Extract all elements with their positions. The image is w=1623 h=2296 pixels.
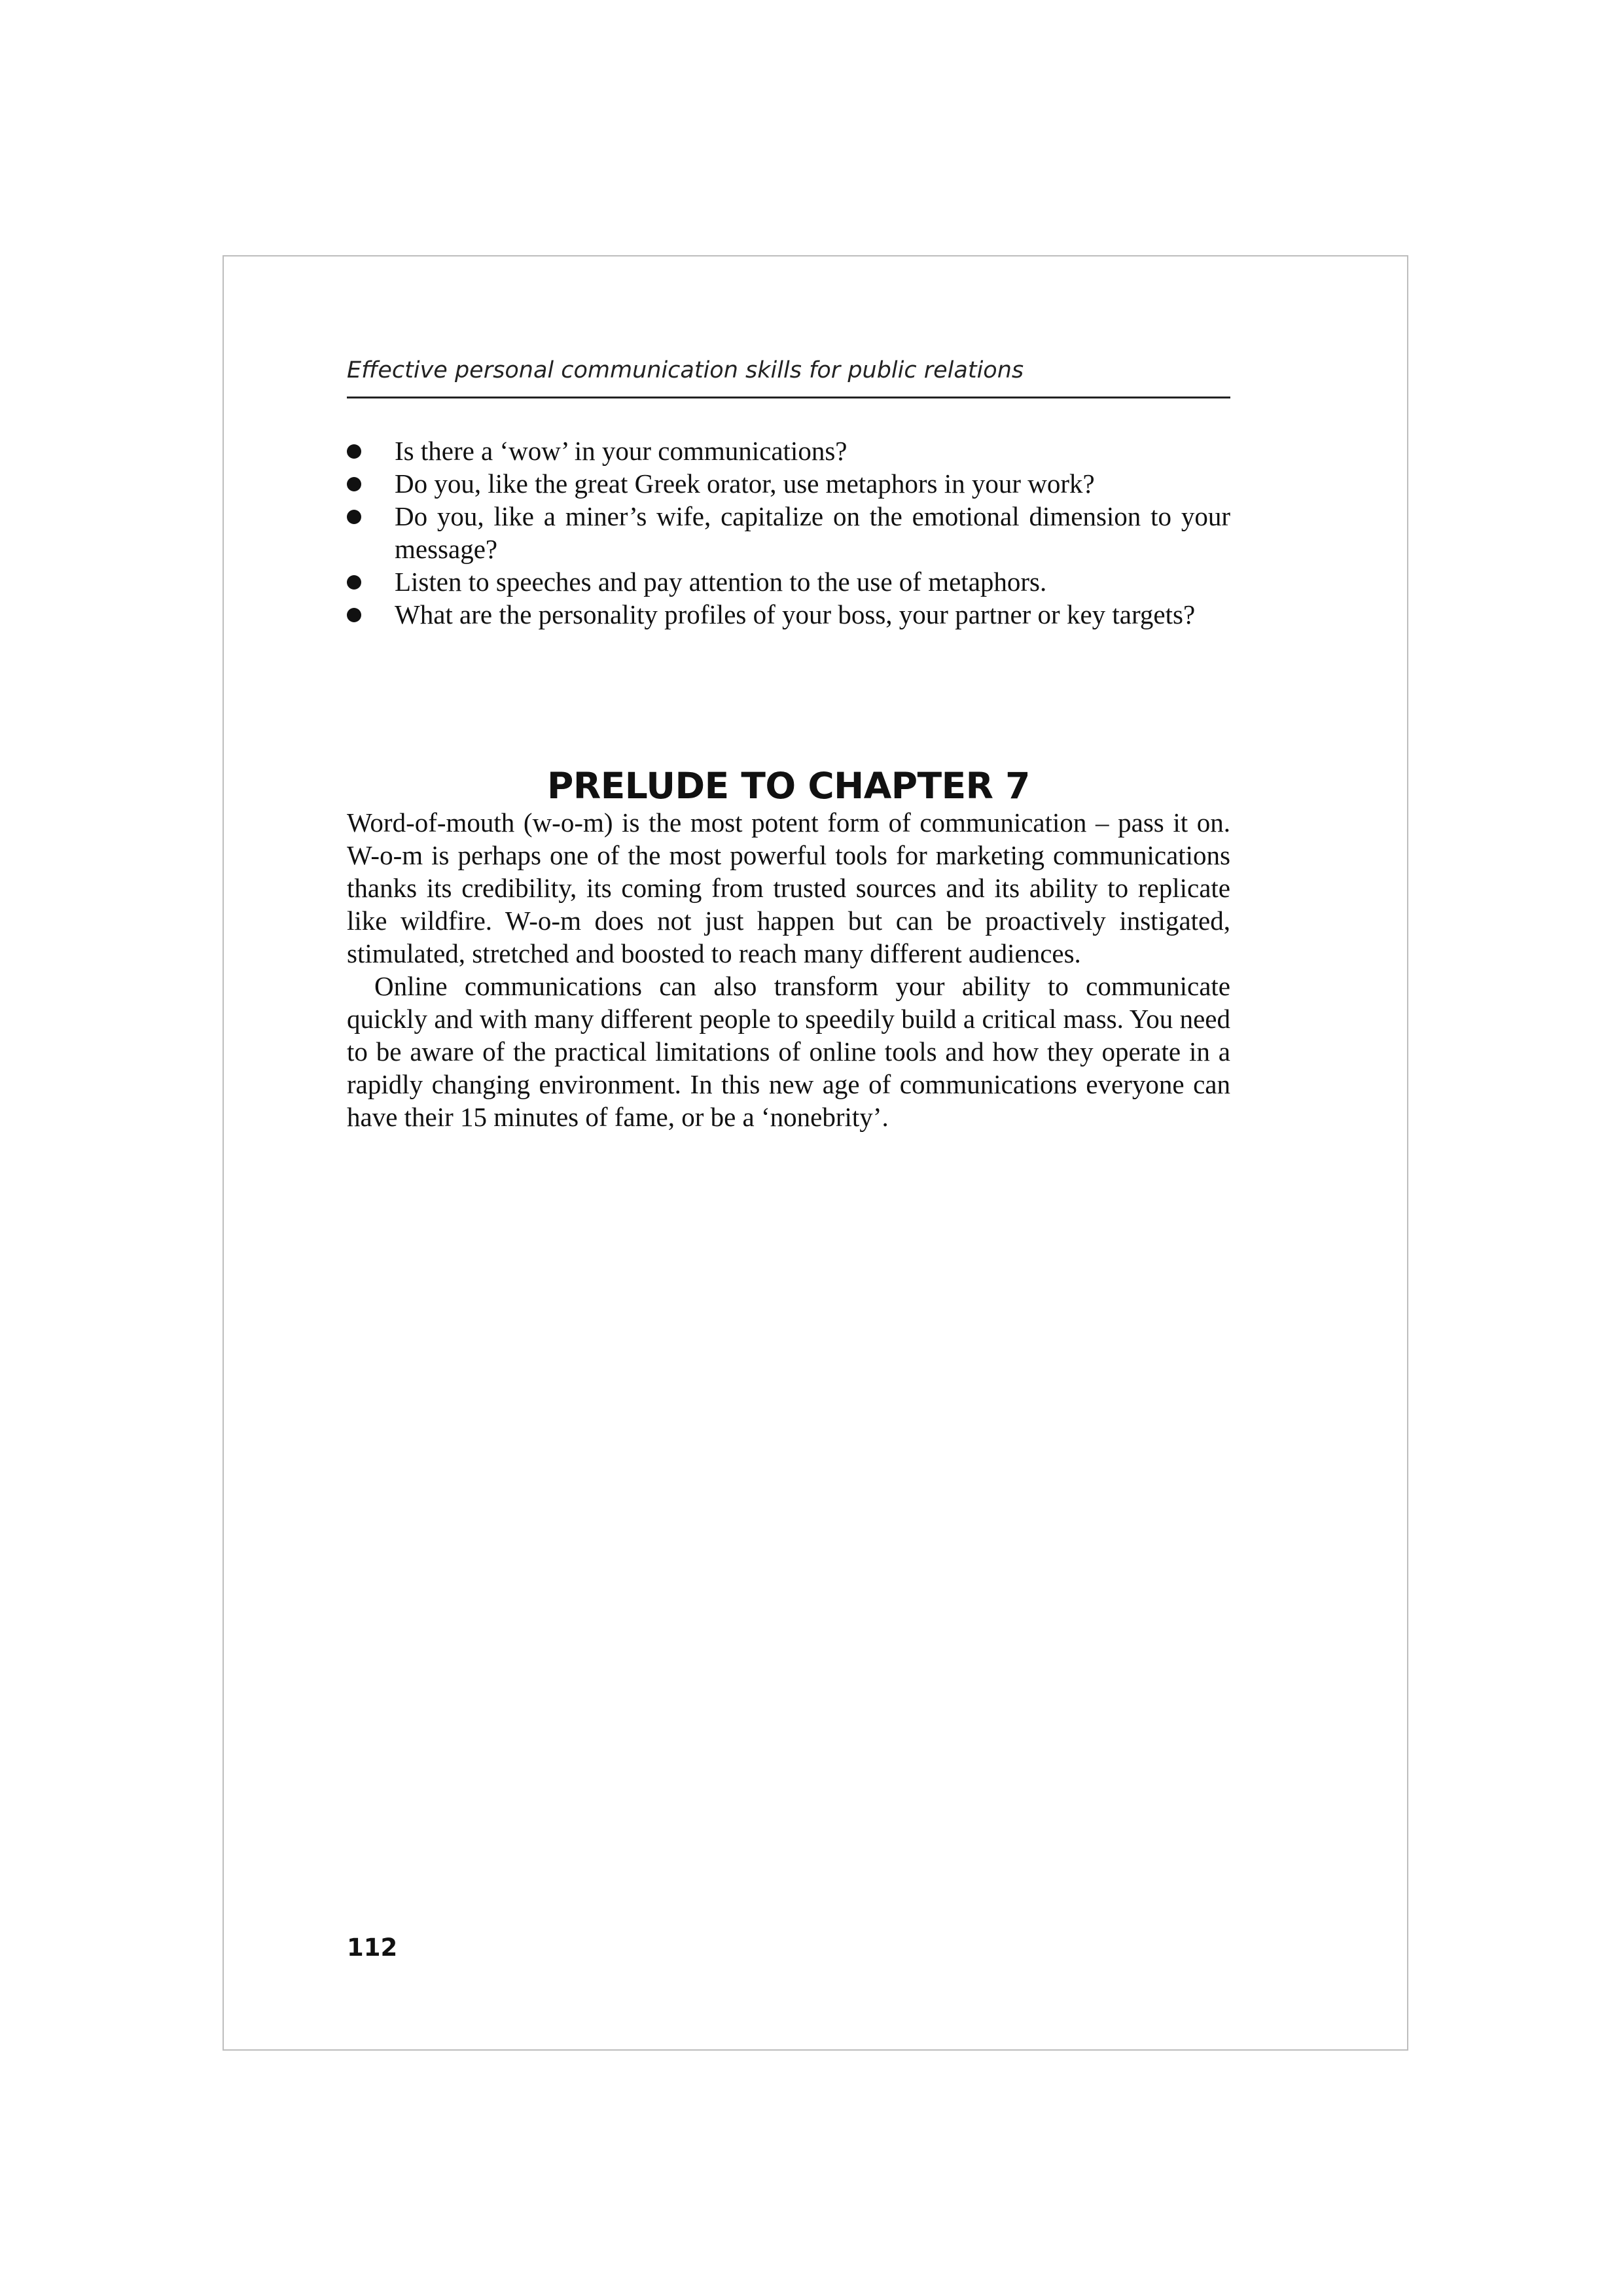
bullet-list xyxy=(347,434,1230,631)
paragraph: Word-of-mouth (w-o-m) is the most potent form of communication – pass it on. W-o-m is perhaps one of the most powerful tools for marketing communications thanks its credibility, its coming from trusted sources and its ability to replicate like wildfire. W-o-m does not just happen but can be proactively instigated, stimulated, stretched and boosted to reach many different audiences. xyxy=(347,807,1230,968)
list-item xyxy=(347,500,1230,565)
bullet-icon xyxy=(347,575,361,590)
header-rule xyxy=(347,397,1230,398)
list-item xyxy=(347,434,1230,467)
list-item-text: Do you, like a miner’s wife, capitalize on the emotional dimension to your message? xyxy=(395,501,1230,564)
list-item xyxy=(347,565,1230,598)
list-item xyxy=(347,598,1230,631)
paragraph: Online communications can also transform your ability to communicate quickly and with many different people to speedily build a critical mass. You need to be aware of the practical limitations of online tools and how they operate in a rapidly changing environment. In this new age of communications everyone can have their 15 minutes of fame, or be a ‘nonebrity’. xyxy=(347,971,1230,1132)
bullet-icon xyxy=(347,444,361,459)
list-item-text: Listen to speeches and pay attention to the use of metaphors. xyxy=(395,567,1047,597)
list-item-text: Is there a ‘wow’ in your communications? xyxy=(395,436,847,466)
body-text xyxy=(347,806,1230,1133)
list-item-text: Do you, like the great Greek orator, use metaphors in your work? xyxy=(395,468,1095,499)
list-item-text: What are the personality profiles of your boss, your partner or key targets? xyxy=(395,599,1196,629)
page-number: 112 xyxy=(347,1934,398,1962)
chapter-heading: PRELUDE TO CHAPTER 7 xyxy=(547,764,1030,807)
bullet-icon xyxy=(347,510,361,524)
bullet-icon xyxy=(347,477,361,491)
bullet-icon xyxy=(347,608,361,622)
running-head: Effective personal communication skills for public relations xyxy=(347,357,1024,383)
list-item xyxy=(347,467,1230,500)
